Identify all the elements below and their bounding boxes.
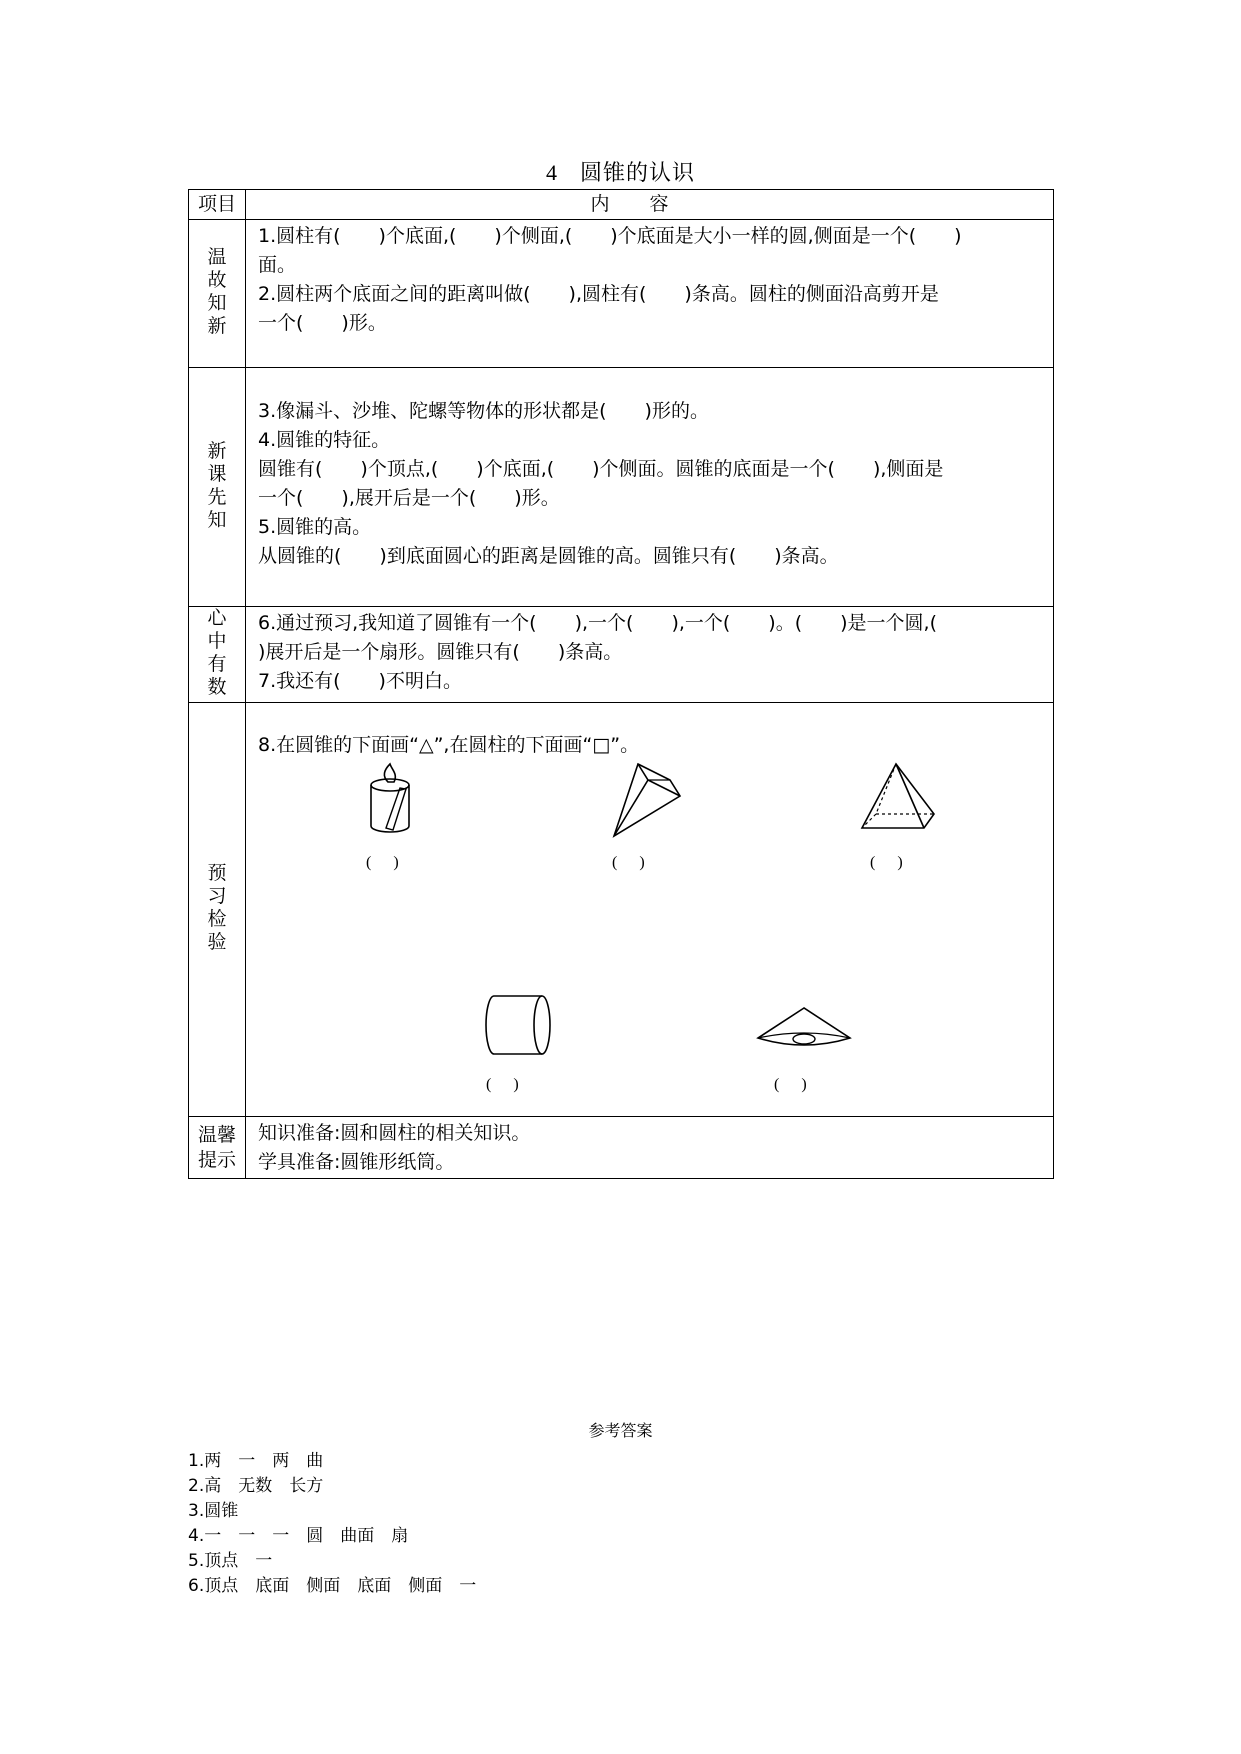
text-line: 2.圆柱两个底面之间的距离叫做( ),圆柱有( )条高。圆柱的侧面沿高剪开是 [258, 283, 939, 305]
answer-line: 3.圆锥 [188, 1501, 239, 1521]
row-content-xinzhong [246, 607, 1054, 703]
answer-paren: () [870, 854, 925, 871]
worksheet-table [188, 189, 1054, 1179]
triangular-prism-icon [608, 760, 684, 840]
shapes-area [258, 760, 1043, 1115]
answer-line: 2.高 无数 长方 [188, 1476, 324, 1496]
row-content-wengu [246, 220, 1054, 368]
row-wengu [189, 220, 1054, 368]
lesson-number: 4 [545, 160, 558, 185]
row-xinzhong [189, 607, 1054, 703]
row-label-yuxi: 预习检验 [189, 703, 246, 1117]
row-content-xinke [246, 368, 1054, 607]
answer-paren: () [612, 854, 667, 871]
header-content-cell [246, 190, 1054, 220]
header-project-cell [189, 190, 246, 220]
answer-line: 6.顶点 底面 侧面 底面 侧面 一 [188, 1576, 477, 1596]
text-line: 从圆锥的( )到底面圆心的距离是圆锥的高。圆锥只有( )条高。 [258, 545, 839, 567]
answer-paren: () [366, 854, 421, 871]
text-line: 一个( ),展开后是一个( )形。 [258, 487, 560, 509]
cone-hat-icon [752, 1006, 856, 1050]
answer-line: 1.两 一 两 曲 [188, 1451, 324, 1471]
text-line: 知识准备:圆和圆柱的相关知识。 [258, 1122, 531, 1144]
row-label-wengu: 温故知新 [189, 220, 246, 368]
header-project-label: 项目 [197, 193, 236, 215]
text-line: 圆锥有( )个顶点,( )个底面,( )个侧面。圆锥的底面是一个( ),侧面是 [258, 458, 944, 480]
row-tishi [189, 1117, 1054, 1179]
text-line: 4.圆锥的特征。 [258, 429, 391, 451]
row-xinke [189, 368, 1054, 607]
table-header-row [189, 190, 1054, 220]
pyramid-icon [858, 762, 938, 834]
answer-paren: () [486, 1076, 541, 1093]
text-line: 一个( )形。 [258, 312, 387, 334]
question-8: 8.在圆锥的下面画“△”,在圆柱的下面画“□”。 [258, 734, 640, 756]
page-title [0, 156, 1241, 187]
answer-line: 4.一 一 一 圆 曲面 扇 [188, 1526, 409, 1546]
row-content-tishi [246, 1117, 1054, 1179]
cylinder-icon [482, 993, 554, 1057]
header-content-label: 内容 [590, 193, 709, 215]
answer-line: 5.顶点 一 [188, 1551, 273, 1571]
text-line: 3.像漏斗、沙堆、陀螺等物体的形状都是( )形的。 [258, 400, 709, 422]
answer-key [0, 1418, 1241, 1599]
cylinder-candle-icon [366, 762, 416, 838]
row-label-xinke: 新课先知 [189, 368, 246, 607]
row-yuxi [189, 703, 1054, 1117]
text-line: 1.圆柱有( )个底面,( )个侧面,( )个底面是大小一样的圆,侧面是一个( ) [258, 225, 962, 247]
row-content-yuxi [246, 703, 1054, 1117]
row-label-xinzhong: 心中有数 [189, 607, 246, 703]
answer-paren: () [774, 1076, 829, 1093]
text-line: 6.通过预习,我知道了圆锥有一个( ),一个( ),一个( )。( )是一个圆,( [258, 612, 938, 634]
text-line: 5.圆锥的高。 [258, 516, 372, 538]
text-line: 学具准备:圆锥形纸筒。 [258, 1151, 455, 1173]
text-line: 7.我还有( )不明白。 [258, 670, 462, 692]
text-line: 面。 [258, 254, 297, 276]
lesson-title: 圆锥的认识 [579, 161, 695, 186]
text-line: )展开后是一个扇形。圆锥只有( )条高。 [258, 641, 623, 663]
answer-key-title: 参考答案 [588, 1421, 653, 1440]
row-label-tishi: 温馨 提示 [189, 1117, 246, 1179]
